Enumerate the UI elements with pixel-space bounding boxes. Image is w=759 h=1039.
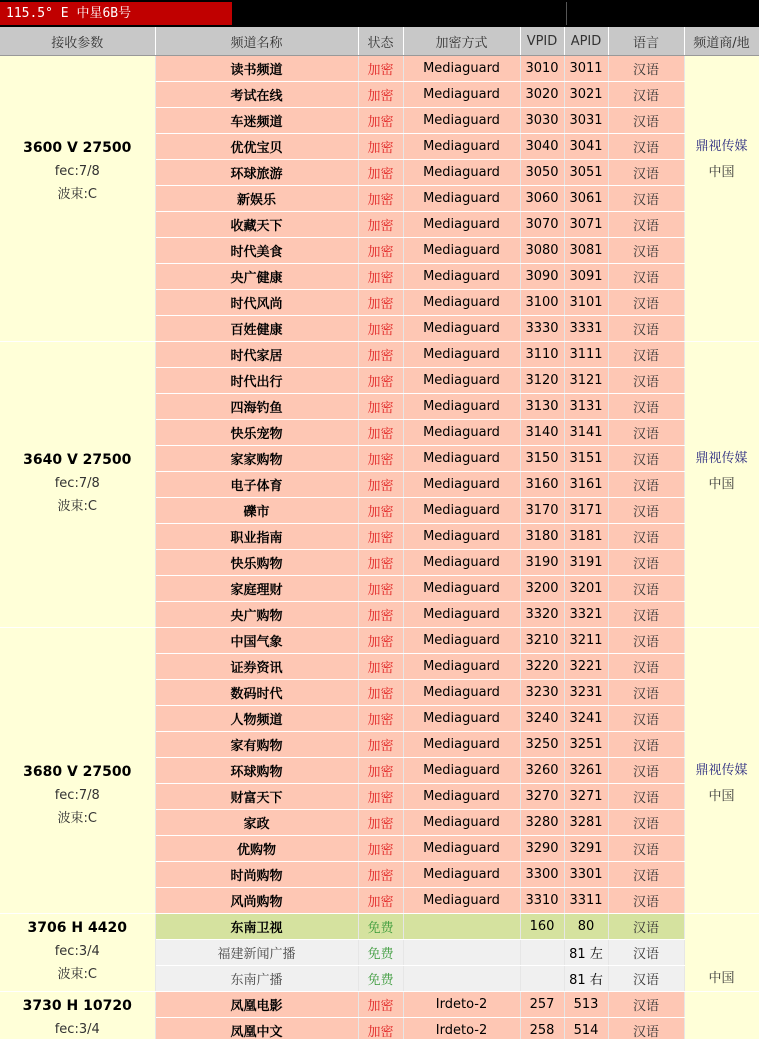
sheet-title: 115.5° E 中星6B号 (0, 2, 232, 25)
channel-name: 考试在线 (155, 82, 358, 108)
status-cell: 加密 (358, 212, 403, 238)
channel-name: 车迷频道 (155, 108, 358, 134)
language-cell: 汉语 (608, 472, 684, 498)
channel-name: 电子体育 (155, 472, 358, 498)
table-row[interactable] (0, 914, 759, 940)
country-text: 中国 (708, 789, 735, 804)
channel-name: 央广健康 (155, 264, 358, 290)
apid-cell: 3281 (564, 810, 608, 836)
status-cell: 加密 (358, 342, 403, 368)
status-cell: 加密 (358, 446, 403, 472)
apid-cell: 3091 (564, 264, 608, 290)
title-bar (0, 0, 759, 27)
vpid-cell: 3100 (520, 290, 564, 316)
encryption-cell: Mediaguard (403, 524, 520, 550)
encryption-cell: Mediaguard (403, 394, 520, 420)
encryption-cell: Mediaguard (403, 550, 520, 576)
status-cell: 加密 (358, 134, 403, 160)
status-cell: 加密 (358, 394, 403, 420)
status-cell: 加密 (358, 264, 403, 290)
vpid-cell: 3180 (520, 524, 564, 550)
vpid-cell: 3050 (520, 160, 564, 186)
status-cell: 加密 (358, 992, 403, 1018)
fec-text: fec:7/8 (54, 164, 100, 179)
table-row[interactable] (0, 56, 759, 82)
country-text: 中国 (708, 971, 735, 986)
status-cell: 加密 (358, 368, 403, 394)
encryption-cell: Mediaguard (403, 316, 520, 342)
channel-name: 央广购物 (155, 602, 358, 628)
channel-name: 福建新闻广播 (155, 940, 358, 966)
vpid-cell: 3010 (520, 56, 564, 82)
status-cell: 加密 (358, 758, 403, 784)
encryption-cell: Irdeto-2 (403, 992, 520, 1018)
channel-name: 风尚购物 (155, 888, 358, 914)
status-cell: 加密 (358, 888, 403, 914)
language-cell: 汉语 (608, 732, 684, 758)
encryption-cell: Mediaguard (403, 784, 520, 810)
apid-cell: 513 (564, 992, 608, 1018)
encryption-cell: Mediaguard (403, 810, 520, 836)
vpid-cell: 3280 (520, 810, 564, 836)
divider (566, 2, 567, 25)
fec-text: fec:3/4 (54, 944, 100, 959)
vpid-cell: 3170 (520, 498, 564, 524)
language-cell: 汉语 (608, 966, 684, 992)
apid-cell: 3251 (564, 732, 608, 758)
language-cell: 汉语 (608, 550, 684, 576)
header-row (0, 27, 759, 56)
apid-cell: 3031 (564, 108, 608, 134)
status-cell: 加密 (358, 56, 403, 82)
header-status: 状态 (358, 27, 403, 56)
encryption-cell: Mediaguard (403, 368, 520, 394)
language-cell: 汉语 (608, 706, 684, 732)
language-cell: 汉语 (608, 82, 684, 108)
beam-text: 波束:C (57, 499, 97, 514)
apid-cell: 3331 (564, 316, 608, 342)
language-cell: 汉语 (608, 836, 684, 862)
channel-name: 读书频道 (155, 56, 358, 82)
apid-cell: 3221 (564, 654, 608, 680)
spacer (0, 631, 155, 761)
apid-cell: 3101 (564, 290, 608, 316)
encryption-cell: Mediaguard (403, 498, 520, 524)
language-cell: 汉语 (608, 186, 684, 212)
header-encryption: 加密方式 (403, 27, 520, 56)
vpid-cell: 3330 (520, 316, 564, 342)
vpid-cell: 160 (520, 914, 564, 940)
status-cell: 免费 (358, 914, 403, 940)
apid-cell: 3191 (564, 550, 608, 576)
language-cell: 汉语 (608, 862, 684, 888)
apid-cell: 3081 (564, 238, 608, 264)
encryption-cell: Mediaguard (403, 420, 520, 446)
apid-cell: 3301 (564, 862, 608, 888)
apid-cell: 3231 (564, 680, 608, 706)
beam-text: 波束:C (57, 187, 97, 202)
apid-cell: 3051 (564, 160, 608, 186)
language-cell: 汉语 (608, 628, 684, 654)
language-cell: 汉语 (608, 680, 684, 706)
spacer (0, 345, 155, 449)
header-provider: 频道商/地 (684, 27, 759, 56)
channel-name: 时尚购物 (155, 862, 358, 888)
channel-name: 凤凰中文 (155, 1018, 358, 1039)
vpid-cell: 3310 (520, 888, 564, 914)
apid-cell: 3041 (564, 134, 608, 160)
language-cell: 汉语 (608, 784, 684, 810)
table-row[interactable] (0, 342, 759, 368)
status-cell: 加密 (358, 628, 403, 654)
receive-params-cell (0, 628, 155, 914)
encryption-cell (403, 966, 520, 992)
status-cell: 加密 (358, 862, 403, 888)
vpid-cell: 258 (520, 1018, 564, 1039)
status-cell: 加密 (358, 290, 403, 316)
channel-name: 优购物 (155, 836, 358, 862)
channel-name: 财富天下 (155, 784, 358, 810)
channel-table (0, 27, 759, 1039)
language-cell: 汉语 (608, 394, 684, 420)
apid-cell: 3151 (564, 446, 608, 472)
language-cell: 汉语 (608, 290, 684, 316)
status-cell: 加密 (358, 420, 403, 446)
spacer (685, 628, 759, 759)
spacer (685, 56, 759, 135)
status-cell: 加密 (358, 1018, 403, 1039)
language-cell: 汉语 (608, 368, 684, 394)
encryption-cell: Mediaguard (403, 706, 520, 732)
status-cell: 加密 (358, 810, 403, 836)
fec-text: fec:3/4 (54, 1022, 100, 1037)
encryption-cell: Mediaguard (403, 290, 520, 316)
vpid-cell: 3210 (520, 628, 564, 654)
spacer (685, 914, 759, 967)
encryption-cell (403, 940, 520, 966)
channel-name: 家政 (155, 810, 358, 836)
channel-name: 家家购物 (155, 446, 358, 472)
provider-cell (684, 56, 759, 342)
provider-text: 鼎视传媒 (695, 139, 748, 154)
channel-name: 东南卫视 (155, 914, 358, 940)
language-cell: 汉语 (608, 160, 684, 186)
vpid-cell: 3160 (520, 472, 564, 498)
vpid-cell: 3140 (520, 420, 564, 446)
apid-cell: 3241 (564, 706, 608, 732)
vpid-cell: 3150 (520, 446, 564, 472)
encryption-cell: Mediaguard (403, 836, 520, 862)
encryption-cell: Mediaguard (403, 628, 520, 654)
receive-params-cell (0, 992, 155, 1039)
status-cell: 加密 (358, 602, 403, 628)
vpid-cell: 3230 (520, 680, 564, 706)
frequency-text: 3730 H 10720 (22, 998, 132, 1014)
language-cell: 汉语 (608, 446, 684, 472)
encryption-cell: Mediaguard (403, 82, 520, 108)
channel-name: 数码时代 (155, 680, 358, 706)
apid-cell: 3171 (564, 498, 608, 524)
status-cell: 加密 (358, 82, 403, 108)
channel-name: 百姓健康 (155, 316, 358, 342)
spacer (0, 59, 155, 137)
status-cell: 加密 (358, 836, 403, 862)
language-cell: 汉语 (608, 524, 684, 550)
encryption-cell: Mediaguard (403, 446, 520, 472)
apid-cell: 3021 (564, 82, 608, 108)
vpid-cell: 257 (520, 992, 564, 1018)
status-cell: 加密 (358, 108, 403, 134)
status-cell: 加密 (358, 732, 403, 758)
encryption-cell: Irdeto-2 (403, 1018, 520, 1039)
language-cell: 汉语 (608, 56, 684, 82)
channel-name: 家有购物 (155, 732, 358, 758)
language-cell: 汉语 (608, 212, 684, 238)
frequency-text: 3640 V 27500 (23, 452, 132, 468)
channel-name: 优优宝贝 (155, 134, 358, 160)
header-apid: APID (564, 27, 608, 56)
channel-name: 四海钓鱼 (155, 394, 358, 420)
vpid-cell: 3270 (520, 784, 564, 810)
apid-cell: 81 右 (564, 966, 608, 992)
apid-cell: 3111 (564, 342, 608, 368)
encryption-cell: Mediaguard (403, 160, 520, 186)
encryption-cell: Mediaguard (403, 680, 520, 706)
apid-cell: 3141 (564, 420, 608, 446)
vpid-cell: 3020 (520, 82, 564, 108)
vpid-cell: 3240 (520, 706, 564, 732)
channel-name: 中国气象 (155, 628, 358, 654)
receive-params-cell (0, 342, 155, 628)
channel-name: 时代美食 (155, 238, 358, 264)
language-cell: 汉语 (608, 810, 684, 836)
language-cell: 汉语 (608, 576, 684, 602)
encryption-cell: Mediaguard (403, 212, 520, 238)
channel-name: 职业指南 (155, 524, 358, 550)
apid-cell: 3201 (564, 576, 608, 602)
receive-params-cell (0, 56, 155, 342)
fec-text: fec:7/8 (54, 788, 100, 803)
apid-cell: 3181 (564, 524, 608, 550)
encryption-cell: Mediaguard (403, 862, 520, 888)
vpid-cell: 3060 (520, 186, 564, 212)
vpid-cell: 3130 (520, 394, 564, 420)
channel-name: 环球购物 (155, 758, 358, 784)
country-text: 中国 (708, 477, 735, 492)
vpid-cell: 3030 (520, 108, 564, 134)
table-row[interactable] (0, 992, 759, 1018)
vpid-cell: 3120 (520, 368, 564, 394)
encryption-cell: Mediaguard (403, 238, 520, 264)
language-cell: 汉语 (608, 654, 684, 680)
channel-name: 证券资讯 (155, 654, 358, 680)
provider-text: 鼎视传媒 (695, 763, 748, 778)
language-cell: 汉语 (608, 602, 684, 628)
header-vpid: VPID (520, 27, 564, 56)
provider-cell (684, 992, 759, 1039)
language-cell: 汉语 (608, 342, 684, 368)
status-cell: 加密 (358, 680, 403, 706)
channel-name: 环球旅游 (155, 160, 358, 186)
vpid-cell: 3080 (520, 238, 564, 264)
encryption-cell: Mediaguard (403, 888, 520, 914)
language-cell: 汉语 (608, 1018, 684, 1039)
encryption-cell: Mediaguard (403, 576, 520, 602)
vpid-cell: 3110 (520, 342, 564, 368)
language-cell: 汉语 (608, 914, 684, 940)
header-channel: 频道名称 (155, 27, 358, 56)
encryption-cell: Mediaguard (403, 472, 520, 498)
frequency-text: 3680 V 27500 (23, 764, 132, 780)
apid-cell: 3321 (564, 602, 608, 628)
channel-name: 快乐宠物 (155, 420, 358, 446)
vpid-cell: 3070 (520, 212, 564, 238)
status-cell: 加密 (358, 472, 403, 498)
frequency-text: 3600 V 27500 (23, 140, 132, 156)
encryption-cell: Mediaguard (403, 342, 520, 368)
channel-name: 收藏天下 (155, 212, 358, 238)
frequency-text: 3706 H 4420 (27, 920, 127, 936)
apid-cell: 3161 (564, 472, 608, 498)
vpid-cell (520, 940, 564, 966)
language-cell: 汉语 (608, 108, 684, 134)
vpid-cell: 3250 (520, 732, 564, 758)
provider-cell (684, 628, 759, 914)
status-cell: 加密 (358, 550, 403, 576)
encryption-cell: Mediaguard (403, 758, 520, 784)
vpid-cell: 3300 (520, 862, 564, 888)
spacer (685, 992, 759, 993)
vpid-cell: 3040 (520, 134, 564, 160)
vpid-cell: 3320 (520, 602, 564, 628)
provider-cell (684, 342, 759, 628)
channel-name: 礫市 (155, 498, 358, 524)
language-cell: 汉语 (608, 940, 684, 966)
country-text: 中国 (708, 165, 735, 180)
language-cell: 汉语 (608, 134, 684, 160)
status-cell: 加密 (358, 498, 403, 524)
status-cell: 加密 (358, 576, 403, 602)
status-cell: 免费 (358, 940, 403, 966)
encryption-cell: Mediaguard (403, 108, 520, 134)
language-cell: 汉语 (608, 498, 684, 524)
table-row[interactable] (0, 628, 759, 654)
apid-cell: 3261 (564, 758, 608, 784)
apid-cell: 80 (564, 914, 608, 940)
status-cell: 加密 (358, 160, 403, 186)
vpid-cell: 3200 (520, 576, 564, 602)
encryption-cell: Mediaguard (403, 654, 520, 680)
header-language: 语言 (608, 27, 684, 56)
encryption-cell: Mediaguard (403, 602, 520, 628)
header-params: 接收参数 (0, 27, 155, 56)
beam-text: 波束:C (57, 811, 97, 826)
provider-text: 鼎视传媒 (695, 451, 748, 466)
apid-cell: 3061 (564, 186, 608, 212)
channel-name: 东南广播 (155, 966, 358, 992)
vpid-cell: 3090 (520, 264, 564, 290)
vpid-cell (520, 966, 564, 992)
language-cell: 汉语 (608, 316, 684, 342)
apid-cell: 3211 (564, 628, 608, 654)
fec-text: fec:7/8 (54, 476, 100, 491)
channel-name: 新娱乐 (155, 186, 358, 212)
spacer (685, 342, 759, 447)
receive-params-cell (0, 914, 155, 992)
channel-name: 家庭理财 (155, 576, 358, 602)
channel-name: 快乐购物 (155, 550, 358, 576)
channel-name: 时代出行 (155, 368, 358, 394)
language-cell: 汉语 (608, 888, 684, 914)
channel-name: 凤凰电影 (155, 992, 358, 1018)
encryption-cell: Mediaguard (403, 186, 520, 212)
channel-name: 人物频道 (155, 706, 358, 732)
encryption-cell: Mediaguard (403, 732, 520, 758)
apid-cell: 3131 (564, 394, 608, 420)
apid-cell: 3311 (564, 888, 608, 914)
beam-text: 波束:C (57, 967, 97, 982)
status-cell: 加密 (358, 524, 403, 550)
encryption-cell: Mediaguard (403, 56, 520, 82)
vpid-cell: 3190 (520, 550, 564, 576)
encryption-cell: Mediaguard (403, 264, 520, 290)
vpid-cell: 3260 (520, 758, 564, 784)
apid-cell: 514 (564, 1018, 608, 1039)
encryption-cell (403, 914, 520, 940)
language-cell: 汉语 (608, 992, 684, 1018)
vpid-cell: 3290 (520, 836, 564, 862)
status-cell: 加密 (358, 654, 403, 680)
channel-name: 时代风尚 (155, 290, 358, 316)
status-cell: 加密 (358, 186, 403, 212)
status-cell: 加密 (358, 706, 403, 732)
channel-name: 时代家居 (155, 342, 358, 368)
language-cell: 汉语 (608, 420, 684, 446)
apid-cell: 3011 (564, 56, 608, 82)
apid-cell: 3121 (564, 368, 608, 394)
status-cell: 加密 (358, 238, 403, 264)
apid-cell: 3071 (564, 212, 608, 238)
apid-cell: 81 左 (564, 940, 608, 966)
status-cell: 免费 (358, 966, 403, 992)
vpid-cell: 3220 (520, 654, 564, 680)
language-cell: 汉语 (608, 238, 684, 264)
status-cell: 加密 (358, 784, 403, 810)
language-cell: 汉语 (608, 264, 684, 290)
language-cell: 汉语 (608, 758, 684, 784)
apid-cell: 3291 (564, 836, 608, 862)
encryption-cell: Mediaguard (403, 134, 520, 160)
apid-cell: 3271 (564, 784, 608, 810)
status-cell: 加密 (358, 316, 403, 342)
provider-cell (684, 914, 759, 992)
